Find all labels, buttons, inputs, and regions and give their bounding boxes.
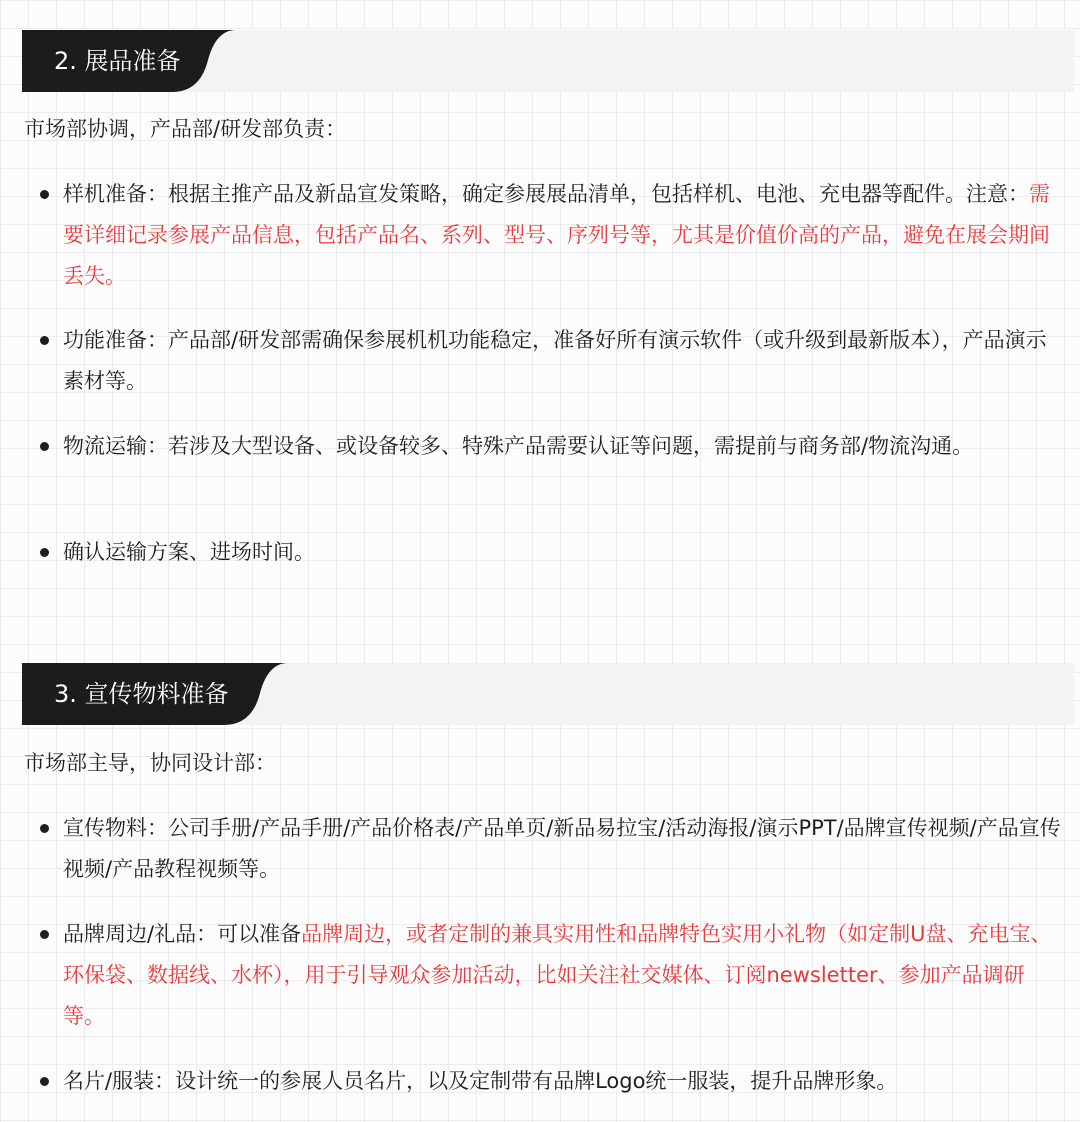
item-text [63, 914, 1063, 1037]
bullet-icon [40, 824, 49, 833]
item-text: 确认运输方案、进场时间。 [63, 540, 315, 564]
item-text [63, 174, 1063, 297]
item-text: 功能准备：产品部/研发部需确保参展机机功能稳定，准备好所有演示软件（或升级到最新版本），产品演示素材等。 [63, 328, 1047, 393]
item-label: 品牌周边/礼品：可以准备 [63, 922, 302, 946]
section-3-header [22, 663, 1074, 725]
section-2-title: 2. 展品准备 [54, 47, 181, 75]
item-text: 名片/服装：设计统一的参展人员名片，以及定制带有品牌Logo统一服装，提升品牌形象。 [63, 1069, 898, 1093]
item-text: 物流运输：若涉及大型设备、或设备较多、特殊产品需要认证等问题，需提前与商务部/物流沟通。 [63, 434, 974, 458]
section-3-title: 3. 宣传物料准备 [54, 680, 229, 708]
section-2-header [22, 30, 1074, 92]
bullet-icon [40, 930, 49, 939]
bullet-icon [40, 336, 49, 345]
section-2-intro: 市场部协调，产品部/研发部负责： [24, 117, 347, 141]
item-highlight: 品牌周边，或者定制的兼具实用性和品牌特色实用小礼物（如定制U盘、充电宝、环保袋、数据线、水杯），用于引导观众参加活动，比如关注社交媒体、订阅newsletter、参加产品调研等。 [63, 922, 1052, 1028]
item-text: 宣传物料：公司手册/产品手册/产品价格表/产品单页/新品易拉宝/活动海报/演示PPT/品牌宣传视频/产品宣传视频/产品教程视频等。 [63, 816, 1061, 881]
item-highlight: 需要详细记录参展产品信息，包括产品名、系列、型号、序列号等，尤其是价值价高的产品，避免在展会期间丢失。 [63, 182, 1050, 288]
section-3-intro: 市场部主导，协同设计部： [24, 751, 276, 775]
bullet-icon [40, 190, 49, 199]
bullet-icon [40, 442, 49, 451]
item-label: 样机准备：根据主推产品及新品宣发策略，确定参展展品清单，包括样机、电池、充电器等配件。注意： [63, 182, 1029, 206]
bullet-icon [40, 548, 49, 557]
bullet-icon [40, 1077, 49, 1086]
